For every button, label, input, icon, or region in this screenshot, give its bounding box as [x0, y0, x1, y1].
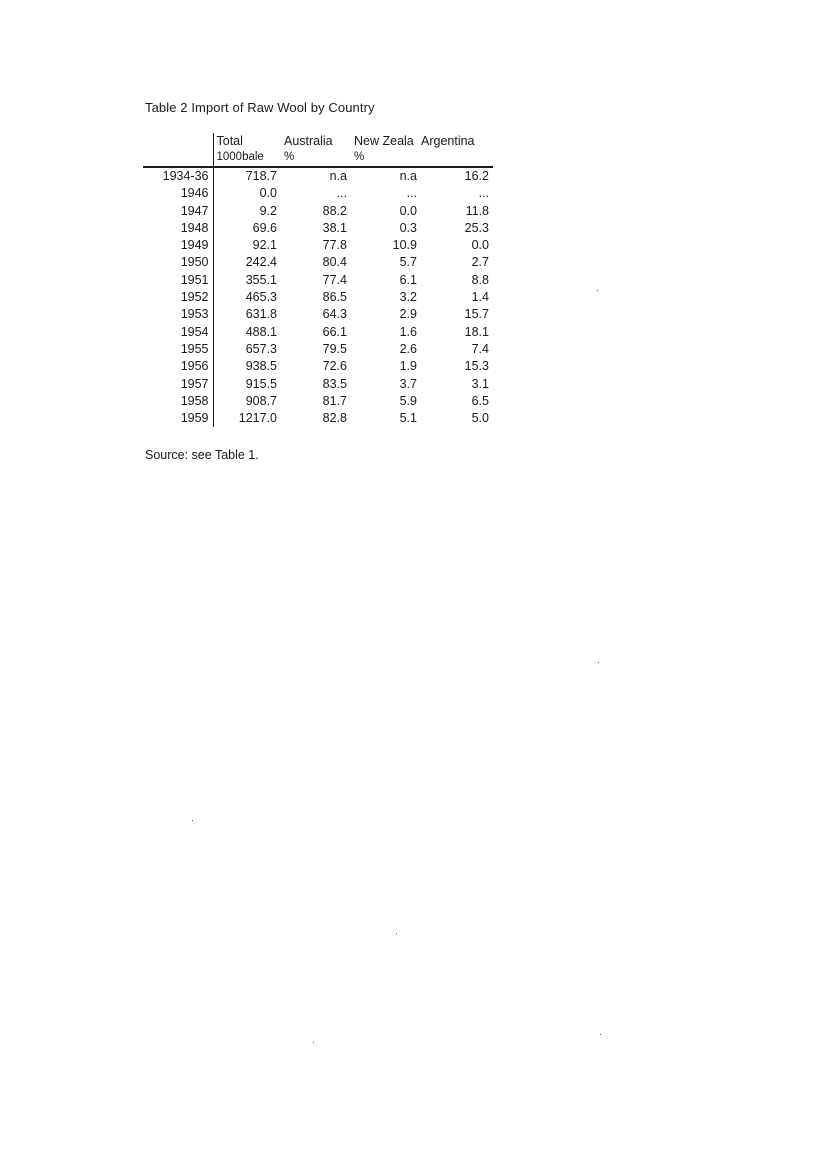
cell-australia: 38.1	[322, 220, 347, 235]
scan-speck	[600, 1034, 601, 1035]
cell-new-zealand: 5.9	[399, 393, 417, 408]
cell-total: 657.3	[245, 341, 277, 356]
cell-total: 488.1	[245, 324, 277, 339]
cell-new-zealand: 3.2	[399, 290, 417, 305]
table-row	[143, 410, 493, 427]
table-row	[143, 341, 493, 358]
cell-total: 242.4	[245, 255, 277, 270]
table-title: Table 2 Import of Raw Wool by Country	[145, 100, 375, 115]
cell-australia: 77.8	[322, 238, 347, 253]
header-total-line1: Total	[216, 134, 243, 148]
cell-total: 915.5	[245, 376, 277, 391]
cell-argentina: 7.4	[471, 341, 489, 356]
header-year-line2	[143, 149, 213, 167]
cell-year: 1955	[143, 341, 213, 358]
table-row	[143, 289, 493, 306]
raw-wool-import-table	[143, 133, 493, 427]
cell-year: 1957	[143, 376, 213, 393]
cell-total: 718.7	[245, 169, 277, 183]
cell-argentina: 5.0	[471, 411, 489, 426]
cell-argentina: 8.8	[471, 272, 489, 287]
cell-argentina: 18.1	[464, 324, 489, 339]
cell-new-zealand: 10.9	[392, 238, 417, 253]
cell-year: 1949	[143, 237, 213, 254]
scan-speck	[396, 933, 397, 934]
cell-australia: 72.6	[322, 359, 347, 374]
cell-argentina: 2.7	[471, 255, 489, 270]
cell-argentina: 16.2	[464, 169, 489, 183]
header-argentina-line1: Argentina	[421, 134, 475, 148]
table-row	[143, 393, 493, 410]
cell-year: 1946	[143, 185, 213, 202]
import-table-container	[143, 133, 493, 427]
cell-argentina: ...	[478, 186, 489, 201]
cell-total: 1217.0	[238, 411, 277, 426]
cell-year: 1954	[143, 324, 213, 341]
table-row	[143, 185, 493, 202]
cell-argentina: 3.1	[471, 376, 489, 391]
header-year-line1	[143, 133, 213, 149]
cell-new-zealand: 0.0	[399, 203, 417, 218]
cell-total: 9.2	[259, 203, 277, 218]
cell-australia: 79.5	[322, 341, 347, 356]
cell-australia: 66.1	[322, 324, 347, 339]
cell-new-zealand: 1.9	[399, 359, 417, 374]
cell-total: 355.1	[245, 272, 277, 287]
table-row	[143, 306, 493, 323]
cell-australia: 86.5	[322, 290, 347, 305]
cell-year: 1952	[143, 289, 213, 306]
cell-total: 465.3	[245, 290, 277, 305]
header-new-zealand-line2: %	[354, 151, 365, 163]
header-row-2	[143, 149, 493, 167]
header-argentina-line2	[421, 149, 493, 167]
cell-total: 938.5	[245, 359, 277, 374]
cell-new-zealand: 2.9	[399, 307, 417, 322]
cell-total: 631.8	[245, 307, 277, 322]
cell-year: 1948	[143, 220, 213, 237]
header-australia-line2: %	[284, 151, 295, 163]
cell-new-zealand: 1.6	[399, 324, 417, 339]
cell-australia: ...	[336, 186, 347, 201]
header-row-1	[143, 133, 493, 149]
table-row	[143, 254, 493, 271]
table-header	[143, 133, 493, 167]
scan-speck	[192, 820, 193, 821]
cell-australia: 88.2	[322, 203, 347, 218]
cell-australia: 80.4	[322, 255, 347, 270]
cell-year: 1958	[143, 393, 213, 410]
table-row	[143, 324, 493, 341]
cell-argentina: 15.3	[464, 359, 489, 374]
cell-total: 0.0	[259, 186, 277, 201]
scan-speck	[597, 290, 598, 291]
cell-argentina: 25.3	[464, 220, 489, 235]
header-australia-line1: Australia	[284, 134, 333, 148]
table-row	[143, 203, 493, 220]
cell-year: 1951	[143, 272, 213, 289]
cell-total: 92.1	[252, 238, 277, 253]
cell-year: 1956	[143, 358, 213, 375]
cell-new-zealand: n.a	[399, 169, 417, 183]
table-row	[143, 167, 493, 185]
cell-year: 1947	[143, 203, 213, 220]
scan-speck	[598, 662, 599, 663]
scan-speck	[313, 1042, 314, 1043]
cell-year: 1953	[143, 306, 213, 323]
cell-new-zealand: 6.1	[399, 272, 417, 287]
source-note: Source: see Table 1.	[145, 448, 259, 462]
cell-argentina: 15.7	[464, 307, 489, 322]
cell-australia: 81.7	[322, 393, 347, 408]
cell-total: 908.7	[245, 393, 277, 408]
cell-new-zealand: 2.6	[399, 341, 417, 356]
table-row	[143, 272, 493, 289]
cell-year: 1934-36	[143, 167, 213, 185]
cell-australia: n.a	[329, 169, 347, 183]
cell-new-zealand: 3.7	[399, 376, 417, 391]
cell-total: 69.6	[252, 220, 277, 235]
cell-australia: 64.3	[322, 307, 347, 322]
table-row	[143, 237, 493, 254]
cell-argentina: 11.8	[465, 203, 489, 218]
header-total-line2: 1000bale	[216, 151, 264, 163]
cell-australia: 77.4	[322, 272, 347, 287]
table-row	[143, 220, 493, 237]
cell-argentina: 1.4	[471, 290, 489, 305]
table-row	[143, 376, 493, 393]
cell-new-zealand: ...	[406, 186, 417, 201]
cell-argentina: 0.0	[471, 238, 489, 253]
cell-year: 1950	[143, 254, 213, 271]
table-body	[143, 167, 493, 427]
header-new-zealand-line1: New Zeala	[354, 134, 414, 148]
cell-australia: 83.5	[322, 376, 347, 391]
cell-australia: 82.8	[322, 411, 347, 426]
cell-argentina: 6.5	[471, 393, 489, 408]
cell-new-zealand: 5.7	[399, 255, 417, 270]
cell-year: 1959	[143, 410, 213, 427]
cell-new-zealand: 5.1	[399, 411, 417, 426]
table-row	[143, 358, 493, 375]
cell-new-zealand: 0.3	[399, 220, 417, 235]
